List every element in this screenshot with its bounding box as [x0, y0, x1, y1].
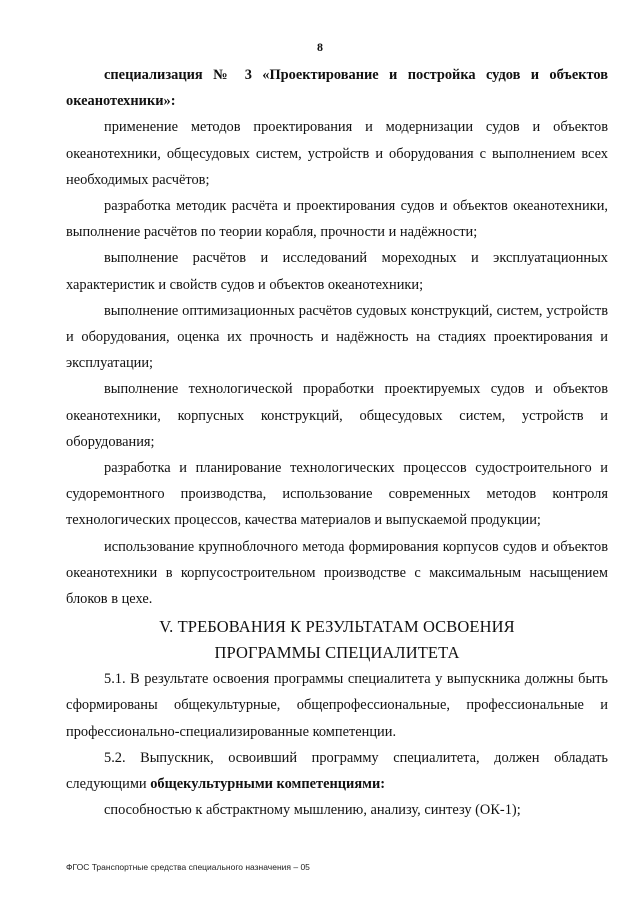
section-heading-line-2: ПРОГРАММЫ СПЕЦИАЛИТЕТА — [214, 643, 460, 663]
competencies-emphasis: общекультурными компетенциями: — [150, 776, 386, 793]
specialization-title: специализация № 3 «Проектирование и постройка судов и объектов океанотехники»: — [66, 67, 608, 110]
document-footer: ФГОС Транспортные средства специального назначения – 05 — [66, 862, 310, 872]
section-heading-line-1: V. ТРЕБОВАНИЯ К РЕЗУЛЬТАТАМ ОСВОЕНИЯ — [159, 617, 515, 637]
paragraph-5-1: 5.1. В результате освоения программы специалитета у выпускника должны быть сформированы общекультурные, общепрофессиональные, профессиональные и профессионально-специализированные компетенции. — [66, 671, 608, 740]
list-item: разработка и планирование технологических процессов судостроительного и судоремонтного производства, использование современных методов контроля технологических процессов, качества материалов и выпускаемой продукции; — [66, 460, 608, 529]
list-item: выполнение технологической проработки проектируемых судов и объектов океанотехники, корпусных конструкций, общесудовых систем, устройств и оборудования; — [66, 381, 608, 450]
page-number: 8 — [317, 40, 323, 54]
paragraph-5-2 — [66, 745, 608, 797]
list-item: выполнение оптимизационных расчётов судовых конструкций, систем, устройств и оборудования, оценка их прочность и надёжность на стадиях проектирования и эксплуатации; — [66, 302, 608, 372]
paragraph-5-2-text: 5.2. Выпускник, освоивший программу специалитета, должен обладать следующими — [66, 749, 608, 793]
list-item: разработка методик расчёта и проектирования судов и объектов океанотехники, выполнение расчётов по теории корабля, прочности и надёжности; — [66, 198, 608, 241]
list-item: выполнение расчётов и исследований мореходных и эксплуатационных характеристик и свойств судов и объектов океанотехники; — [66, 250, 608, 293]
document-body — [66, 62, 608, 823]
competency-ok-1: способностью к абстрактному мышлению, анализу, синтезу (ОК-1); — [104, 802, 521, 819]
list-item: применение методов проектирования и модернизации судов и объектов океанотехники, общесудовых систем, устройств и оборудования с выполнением всех необходимых расчётов; — [66, 119, 608, 188]
list-item: использование крупноблочного метода формирования корпусов судов и объектов океанотехники в корпусостроительном производстве с максимальным насыщением блоков в цехе. — [66, 538, 608, 608]
